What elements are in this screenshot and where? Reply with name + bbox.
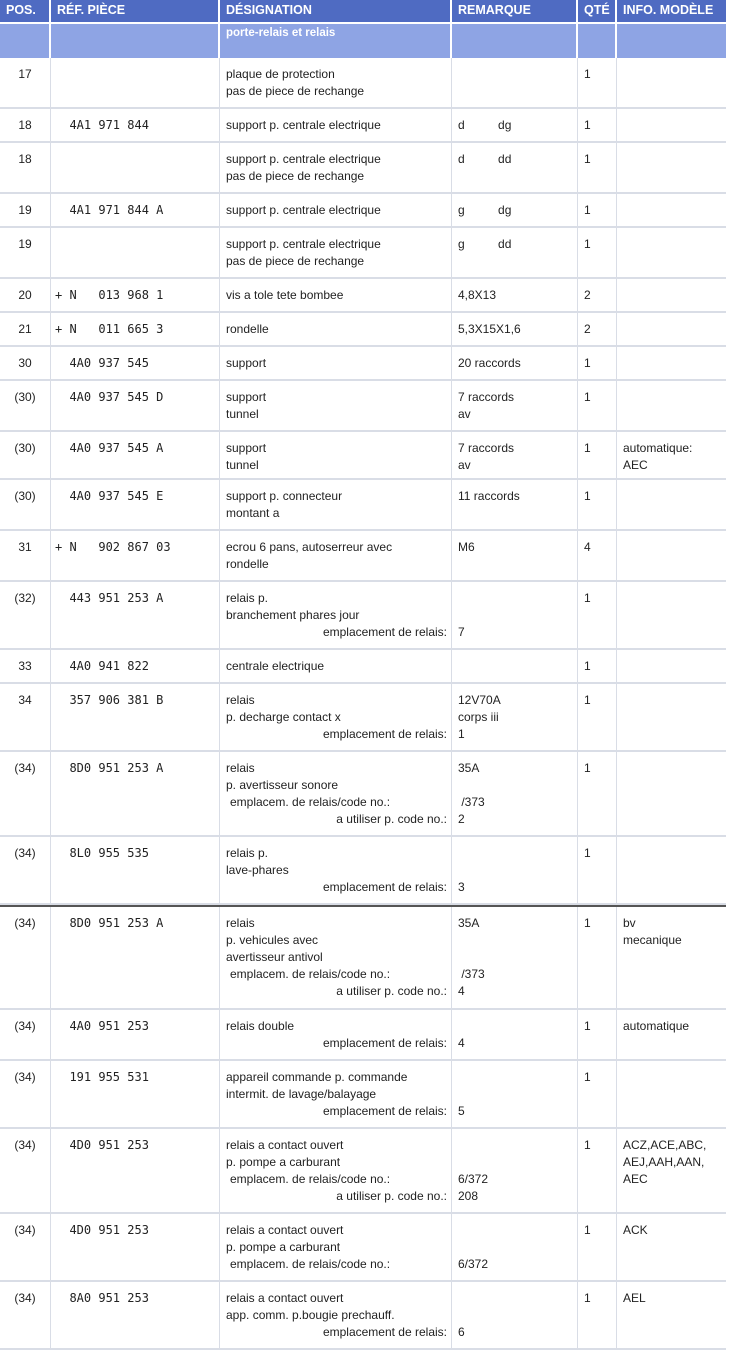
designation-cell bbox=[220, 1061, 452, 1127]
designation-line: relais bbox=[226, 916, 255, 930]
table-row bbox=[0, 480, 726, 531]
model-info-cell bbox=[617, 1214, 726, 1280]
remarque-line: 5 bbox=[458, 1104, 465, 1118]
remarque-line: 35A bbox=[458, 916, 480, 930]
designation-line: support p. centrale electrique bbox=[226, 152, 381, 166]
designation-cell bbox=[220, 347, 452, 379]
pos-cell: 20 bbox=[0, 279, 51, 311]
designation-cell bbox=[220, 1010, 452, 1059]
pos-cell: 33 bbox=[0, 650, 51, 682]
designation-line: emplacement de relais: bbox=[322, 625, 447, 639]
model-info-cell bbox=[617, 194, 726, 226]
model-info-line: AEL bbox=[623, 1291, 646, 1305]
qty-cell: 4 bbox=[578, 531, 617, 580]
model-info-cell bbox=[617, 1129, 726, 1212]
designation-line: tunnel bbox=[226, 458, 259, 472]
table-row bbox=[0, 582, 726, 650]
table-header bbox=[0, 0, 726, 22]
designation-cell bbox=[220, 381, 452, 430]
table-row bbox=[0, 347, 726, 381]
remarque-cell bbox=[452, 143, 578, 192]
part-number-cell: 4A0 937 545 bbox=[51, 347, 220, 379]
part-number-cell: 4A0 941 822 bbox=[51, 650, 220, 682]
remarque-line: 4,8X13 bbox=[458, 288, 497, 302]
table-row bbox=[0, 228, 726, 279]
designation-line: vis a tole tete bombee bbox=[226, 288, 344, 302]
model-info-line: automatique bbox=[623, 1019, 690, 1033]
designation-line: emplacement de relais: bbox=[322, 727, 447, 741]
remarque-cell bbox=[452, 480, 578, 529]
designation-line: emplacem. de relais/code no.: bbox=[230, 967, 391, 981]
part-number-cell: 8A0 951 253 bbox=[51, 1282, 220, 1348]
part-number-cell: 4A0 937 545 A bbox=[51, 432, 220, 478]
qty-cell: 1 bbox=[578, 752, 617, 835]
designation-line: support p. centrale electrique bbox=[226, 118, 381, 132]
designation-cell bbox=[220, 1282, 452, 1348]
designation-line: emplacement de relais: bbox=[322, 1036, 447, 1050]
designation-line: app. comm. p.bougie prechauff. bbox=[226, 1308, 395, 1322]
designation-line: p. avertisseur sonore bbox=[226, 778, 339, 792]
remarque-cell bbox=[452, 1282, 578, 1348]
model-info-cell bbox=[617, 1010, 726, 1059]
designation-cell bbox=[220, 228, 452, 277]
part-number-cell: + N 013 968 1 bbox=[51, 279, 220, 311]
remarque-cell bbox=[452, 279, 578, 311]
part-number-cell: 4A0 937 545 E bbox=[51, 480, 220, 529]
pos-cell: 17 bbox=[0, 58, 51, 107]
pos-cell: (34) bbox=[0, 1061, 51, 1127]
designation-cell bbox=[220, 109, 452, 141]
designation-cell bbox=[220, 279, 452, 311]
designation-cell bbox=[220, 432, 452, 478]
part-number-cell: 191 955 531 bbox=[51, 1061, 220, 1127]
part-number-cell: 4D0 951 253 bbox=[51, 1129, 220, 1212]
section-header bbox=[0, 24, 726, 58]
pos-cell: (34) bbox=[0, 907, 51, 1008]
pos-cell: 19 bbox=[0, 194, 51, 226]
pos-cell: (34) bbox=[0, 752, 51, 835]
designation-line: p. pompe a carburant bbox=[226, 1240, 341, 1254]
designation-line: relais a contact ouvert bbox=[226, 1138, 344, 1152]
remarque-line: /373 bbox=[458, 795, 485, 809]
model-info-cell bbox=[617, 480, 726, 529]
designation-cell bbox=[220, 837, 452, 903]
designation-cell bbox=[220, 907, 452, 1008]
part-number-cell: 8D0 951 253 A bbox=[51, 752, 220, 835]
model-info-cell bbox=[617, 582, 726, 648]
remarque-line: g dg bbox=[458, 203, 512, 217]
remarque-cell bbox=[452, 347, 578, 379]
designation-line: pas de piece de rechange bbox=[226, 254, 365, 268]
table-row bbox=[0, 531, 726, 582]
part-number-cell: 357 906 381 B bbox=[51, 684, 220, 750]
designation-line: ecrou 6 pans, autoserreur avec bbox=[226, 540, 393, 554]
model-info-line: ACZ,ACE,ABC, bbox=[623, 1138, 707, 1152]
designation-line: p. pompe a carburant bbox=[226, 1155, 341, 1169]
pos-cell: 21 bbox=[0, 313, 51, 345]
remarque-line: /373 bbox=[458, 967, 485, 981]
designation-line: support p. connecteur bbox=[226, 489, 343, 503]
qty-cell: 1 bbox=[578, 228, 617, 277]
model-info-line: bv bbox=[623, 916, 636, 930]
designation-line: lave-phares bbox=[226, 863, 289, 877]
part-number-cell bbox=[51, 143, 220, 192]
designation-line: tunnel bbox=[226, 407, 259, 421]
remarque-line bbox=[458, 845, 577, 862]
designation-line: rondelle bbox=[226, 557, 269, 571]
remarque-cell bbox=[452, 58, 578, 107]
remarque-line bbox=[458, 1154, 577, 1171]
remarque-cell bbox=[452, 1129, 578, 1212]
remarque-line bbox=[458, 607, 577, 624]
remarque-cell bbox=[452, 381, 578, 430]
designation-line: relais double bbox=[226, 1019, 295, 1033]
designation-line: relais bbox=[226, 761, 255, 775]
remarque-line: 7 raccords bbox=[458, 390, 515, 404]
remarque-line: 5,3X15X1,6 bbox=[458, 322, 521, 336]
model-info-cell bbox=[617, 228, 726, 277]
model-info-cell bbox=[617, 650, 726, 682]
pos-cell: 18 bbox=[0, 109, 51, 141]
remarque-line bbox=[458, 1290, 577, 1307]
remarque-cell bbox=[452, 752, 578, 835]
designation-cell bbox=[220, 650, 452, 682]
designation-line: support bbox=[226, 356, 267, 370]
remarque-line bbox=[458, 1222, 577, 1239]
qty-cell: 1 bbox=[578, 684, 617, 750]
designation-cell bbox=[220, 531, 452, 580]
remarque-line bbox=[458, 932, 577, 949]
remarque-line bbox=[458, 949, 577, 966]
designation-cell bbox=[220, 194, 452, 226]
designation-line: p. vehicules avec bbox=[226, 933, 319, 947]
qty-cell: 1 bbox=[578, 1282, 617, 1348]
model-info-cell bbox=[617, 752, 726, 835]
remarque-line: 7 raccords bbox=[458, 441, 515, 455]
remarque-line: 6 bbox=[458, 1325, 465, 1339]
model-info-line: automatique: bbox=[623, 441, 693, 455]
part-number-cell: + N 011 665 3 bbox=[51, 313, 220, 345]
part-number-cell: 4D0 951 253 bbox=[51, 1214, 220, 1280]
model-info-line: mecanique bbox=[623, 933, 682, 947]
designation-line: a utiliser p. code no.: bbox=[336, 812, 447, 826]
model-info-line: AEJ,AAH,AAN, bbox=[623, 1155, 705, 1169]
table-row bbox=[0, 1061, 726, 1129]
col-header-qte: QTÉ bbox=[578, 0, 617, 22]
designation-line: p. decharge contact x bbox=[226, 710, 341, 724]
pos-cell: 31 bbox=[0, 531, 51, 580]
designation-line: emplacem. de relais/code no.: bbox=[230, 1257, 391, 1271]
remarque-cell bbox=[452, 194, 578, 226]
remarque-line: 35A bbox=[458, 761, 480, 775]
remarque-line: 3 bbox=[458, 880, 465, 894]
remarque-line: M6 bbox=[458, 540, 475, 554]
designation-line: branchement phares jour bbox=[226, 608, 360, 622]
designation-line: support bbox=[226, 441, 267, 455]
qty-cell: 1 bbox=[578, 1061, 617, 1127]
part-number-cell: 8D0 951 253 A bbox=[51, 907, 220, 1008]
qty-cell: 1 bbox=[578, 347, 617, 379]
qty-cell: 1 bbox=[578, 143, 617, 192]
designation-line: relais bbox=[226, 693, 255, 707]
remarque-line: 11 raccords bbox=[458, 489, 520, 503]
qty-cell: 1 bbox=[578, 1129, 617, 1212]
remarque-line bbox=[458, 1086, 577, 1103]
col-header-pos: POS. bbox=[0, 0, 51, 22]
part-number-cell: 4A1 971 844 bbox=[51, 109, 220, 141]
model-info-cell bbox=[617, 109, 726, 141]
remarque-line: corps iii bbox=[458, 710, 499, 724]
part-number-cell: 4A0 937 545 D bbox=[51, 381, 220, 430]
model-info-cell bbox=[617, 837, 726, 903]
pos-cell: (34) bbox=[0, 1214, 51, 1280]
remarque-line: g dd bbox=[458, 237, 512, 251]
designation-cell bbox=[220, 1129, 452, 1212]
table-row bbox=[0, 1010, 726, 1061]
designation-line: emplacem. de relais/code no.: bbox=[230, 795, 391, 809]
col-header-info-modele: INFO. MODÈLE bbox=[623, 3, 714, 17]
part-number-cell: + N 902 867 03 bbox=[51, 531, 220, 580]
table-row bbox=[0, 279, 726, 313]
model-info-cell bbox=[617, 1061, 726, 1127]
section-title: porte-relais et relais bbox=[220, 24, 452, 58]
remarque-line: 6/372 bbox=[458, 1172, 489, 1186]
designation-cell bbox=[220, 752, 452, 835]
remarque-cell bbox=[452, 1061, 578, 1127]
remarque-line: d dd bbox=[458, 152, 512, 166]
pos-cell: (34) bbox=[0, 837, 51, 903]
remarque-line bbox=[458, 862, 577, 879]
remarque-cell bbox=[452, 582, 578, 648]
designation-line: emplacement de relais: bbox=[322, 1104, 447, 1118]
remarque-line bbox=[458, 1137, 577, 1154]
qty-cell: 1 bbox=[578, 1010, 617, 1059]
model-info-cell bbox=[617, 143, 726, 192]
table-row bbox=[0, 432, 726, 480]
qty-cell: 1 bbox=[578, 381, 617, 430]
designation-line: relais p. bbox=[226, 591, 269, 605]
model-info-cell bbox=[617, 58, 726, 107]
designation-line: support p. centrale electrique bbox=[226, 203, 381, 217]
remarque-cell bbox=[452, 837, 578, 903]
remarque-line bbox=[458, 1239, 577, 1256]
designation-line: a utiliser p. code no.: bbox=[336, 984, 447, 998]
remarque-line: av bbox=[458, 458, 471, 472]
model-info-cell bbox=[617, 381, 726, 430]
designation-line: emplacem. de relais/code no.: bbox=[230, 1172, 391, 1186]
designation-cell bbox=[220, 1214, 452, 1280]
qty-cell: 1 bbox=[578, 907, 617, 1008]
designation-cell bbox=[220, 143, 452, 192]
remarque-line: d dg bbox=[458, 118, 512, 132]
remarque-cell bbox=[452, 684, 578, 750]
col-header-remarque: REMARQUE bbox=[452, 0, 578, 22]
model-info-cell bbox=[617, 531, 726, 580]
designation-cell bbox=[220, 58, 452, 107]
qty-cell: 1 bbox=[578, 480, 617, 529]
pos-cell: (32) bbox=[0, 582, 51, 648]
part-number-cell bbox=[51, 228, 220, 277]
qty-cell: 2 bbox=[578, 279, 617, 311]
designation-line: plaque de protection bbox=[226, 67, 335, 81]
model-info-cell bbox=[617, 279, 726, 311]
remarque-cell bbox=[452, 109, 578, 141]
remarque-line: 2 bbox=[458, 812, 465, 826]
remarque-line: 12V70A bbox=[458, 693, 501, 707]
pos-cell: (30) bbox=[0, 480, 51, 529]
designation-cell bbox=[220, 684, 452, 750]
designation-line: emplacement de relais: bbox=[322, 880, 447, 894]
remarque-line: 7 bbox=[458, 625, 465, 639]
remarque-line: 208 bbox=[458, 1189, 479, 1203]
col-header-designation: DÉSIGNATION bbox=[220, 0, 452, 22]
table-row bbox=[0, 684, 726, 752]
pos-cell: 34 bbox=[0, 684, 51, 750]
remarque-line bbox=[458, 777, 577, 794]
designation-line: appareil commande p. commande bbox=[226, 1070, 408, 1084]
remarque-line bbox=[458, 1018, 577, 1035]
designation-line: support bbox=[226, 390, 267, 404]
remarque-cell bbox=[452, 531, 578, 580]
remarque-line: av bbox=[458, 407, 471, 421]
table-row bbox=[0, 58, 726, 109]
remarque-line bbox=[458, 1307, 577, 1324]
remarque-cell bbox=[452, 313, 578, 345]
remarque-cell bbox=[452, 432, 578, 478]
qty-cell: 1 bbox=[578, 432, 617, 478]
part-number-cell: 4A1 971 844 A bbox=[51, 194, 220, 226]
model-info-line: AEC bbox=[623, 458, 648, 472]
remarque-line bbox=[458, 590, 577, 607]
qty-cell: 1 bbox=[578, 837, 617, 903]
model-info-cell bbox=[617, 347, 726, 379]
designation-cell bbox=[220, 480, 452, 529]
designation-line: pas de piece de rechange bbox=[226, 84, 365, 98]
table-row bbox=[0, 752, 726, 837]
model-info-cell bbox=[617, 907, 726, 1008]
designation-line: emplacement de relais: bbox=[322, 1325, 447, 1339]
designation-line: avertisseur antivol bbox=[226, 950, 323, 964]
table-row bbox=[0, 381, 726, 432]
qty-cell: 2 bbox=[578, 313, 617, 345]
designation-line: intermit. de lavage/balayage bbox=[226, 1087, 377, 1101]
qty-cell: 1 bbox=[578, 58, 617, 107]
table-row bbox=[0, 837, 726, 905]
qty-cell: 1 bbox=[578, 109, 617, 141]
part-number-cell: 4A0 951 253 bbox=[51, 1010, 220, 1059]
table-row bbox=[0, 109, 726, 143]
model-info-line: AEC bbox=[623, 1172, 648, 1186]
pos-cell: (34) bbox=[0, 1129, 51, 1212]
remarque-cell bbox=[452, 1214, 578, 1280]
pos-cell: (30) bbox=[0, 381, 51, 430]
table-row bbox=[0, 1129, 726, 1214]
qty-cell: 1 bbox=[578, 1214, 617, 1280]
table-row bbox=[0, 650, 726, 684]
table-row bbox=[0, 313, 726, 347]
remarque-line: 20 raccords bbox=[458, 356, 521, 370]
pos-cell: (34) bbox=[0, 1010, 51, 1059]
model-info-cell bbox=[617, 313, 726, 345]
remarque-line: 6/372 bbox=[458, 1257, 489, 1271]
remarque-line: 1 bbox=[458, 727, 465, 741]
table-row bbox=[0, 194, 726, 228]
designation-line: relais p. bbox=[226, 846, 269, 860]
designation-line: relais a contact ouvert bbox=[226, 1223, 344, 1237]
remarque-cell bbox=[452, 1010, 578, 1059]
designation-line: relais a contact ouvert bbox=[226, 1291, 344, 1305]
table-row bbox=[0, 905, 726, 1010]
part-number-cell: 8L0 955 535 bbox=[51, 837, 220, 903]
remarque-cell bbox=[452, 907, 578, 1008]
model-info-line: ACK bbox=[623, 1223, 648, 1237]
designation-line: rondelle bbox=[226, 322, 269, 336]
pos-cell: (30) bbox=[0, 432, 51, 478]
qty-cell: 1 bbox=[578, 194, 617, 226]
model-info-cell bbox=[617, 432, 726, 478]
remarque-line: 4 bbox=[458, 1036, 465, 1050]
qty-cell: 1 bbox=[578, 582, 617, 648]
pos-cell: 18 bbox=[0, 143, 51, 192]
qty-cell: 1 bbox=[578, 650, 617, 682]
table-body bbox=[0, 58, 726, 1350]
table-row bbox=[0, 1214, 726, 1282]
pos-cell: (34) bbox=[0, 1282, 51, 1348]
remarque-cell bbox=[452, 228, 578, 277]
remarque-line bbox=[458, 1069, 577, 1086]
designation-cell bbox=[220, 313, 452, 345]
remarque-line: 4 bbox=[458, 984, 465, 998]
designation-line: pas de piece de rechange bbox=[226, 169, 365, 183]
part-number-cell bbox=[51, 58, 220, 107]
table-row bbox=[0, 1282, 726, 1350]
remarque-cell bbox=[452, 650, 578, 682]
pos-cell: 30 bbox=[0, 347, 51, 379]
designation-line: a utiliser p. code no.: bbox=[336, 1189, 447, 1203]
model-info-cell bbox=[617, 684, 726, 750]
table-row bbox=[0, 143, 726, 194]
designation-line: support p. centrale electrique bbox=[226, 237, 381, 251]
designation-line: montant a bbox=[226, 506, 280, 520]
designation-line: centrale electrique bbox=[226, 659, 325, 673]
model-info-cell bbox=[617, 1282, 726, 1348]
pos-cell: 19 bbox=[0, 228, 51, 277]
col-header-ref: RÉF. PIÈCE bbox=[51, 0, 220, 22]
designation-cell bbox=[220, 582, 452, 648]
part-number-cell: 443 951 253 A bbox=[51, 582, 220, 648]
